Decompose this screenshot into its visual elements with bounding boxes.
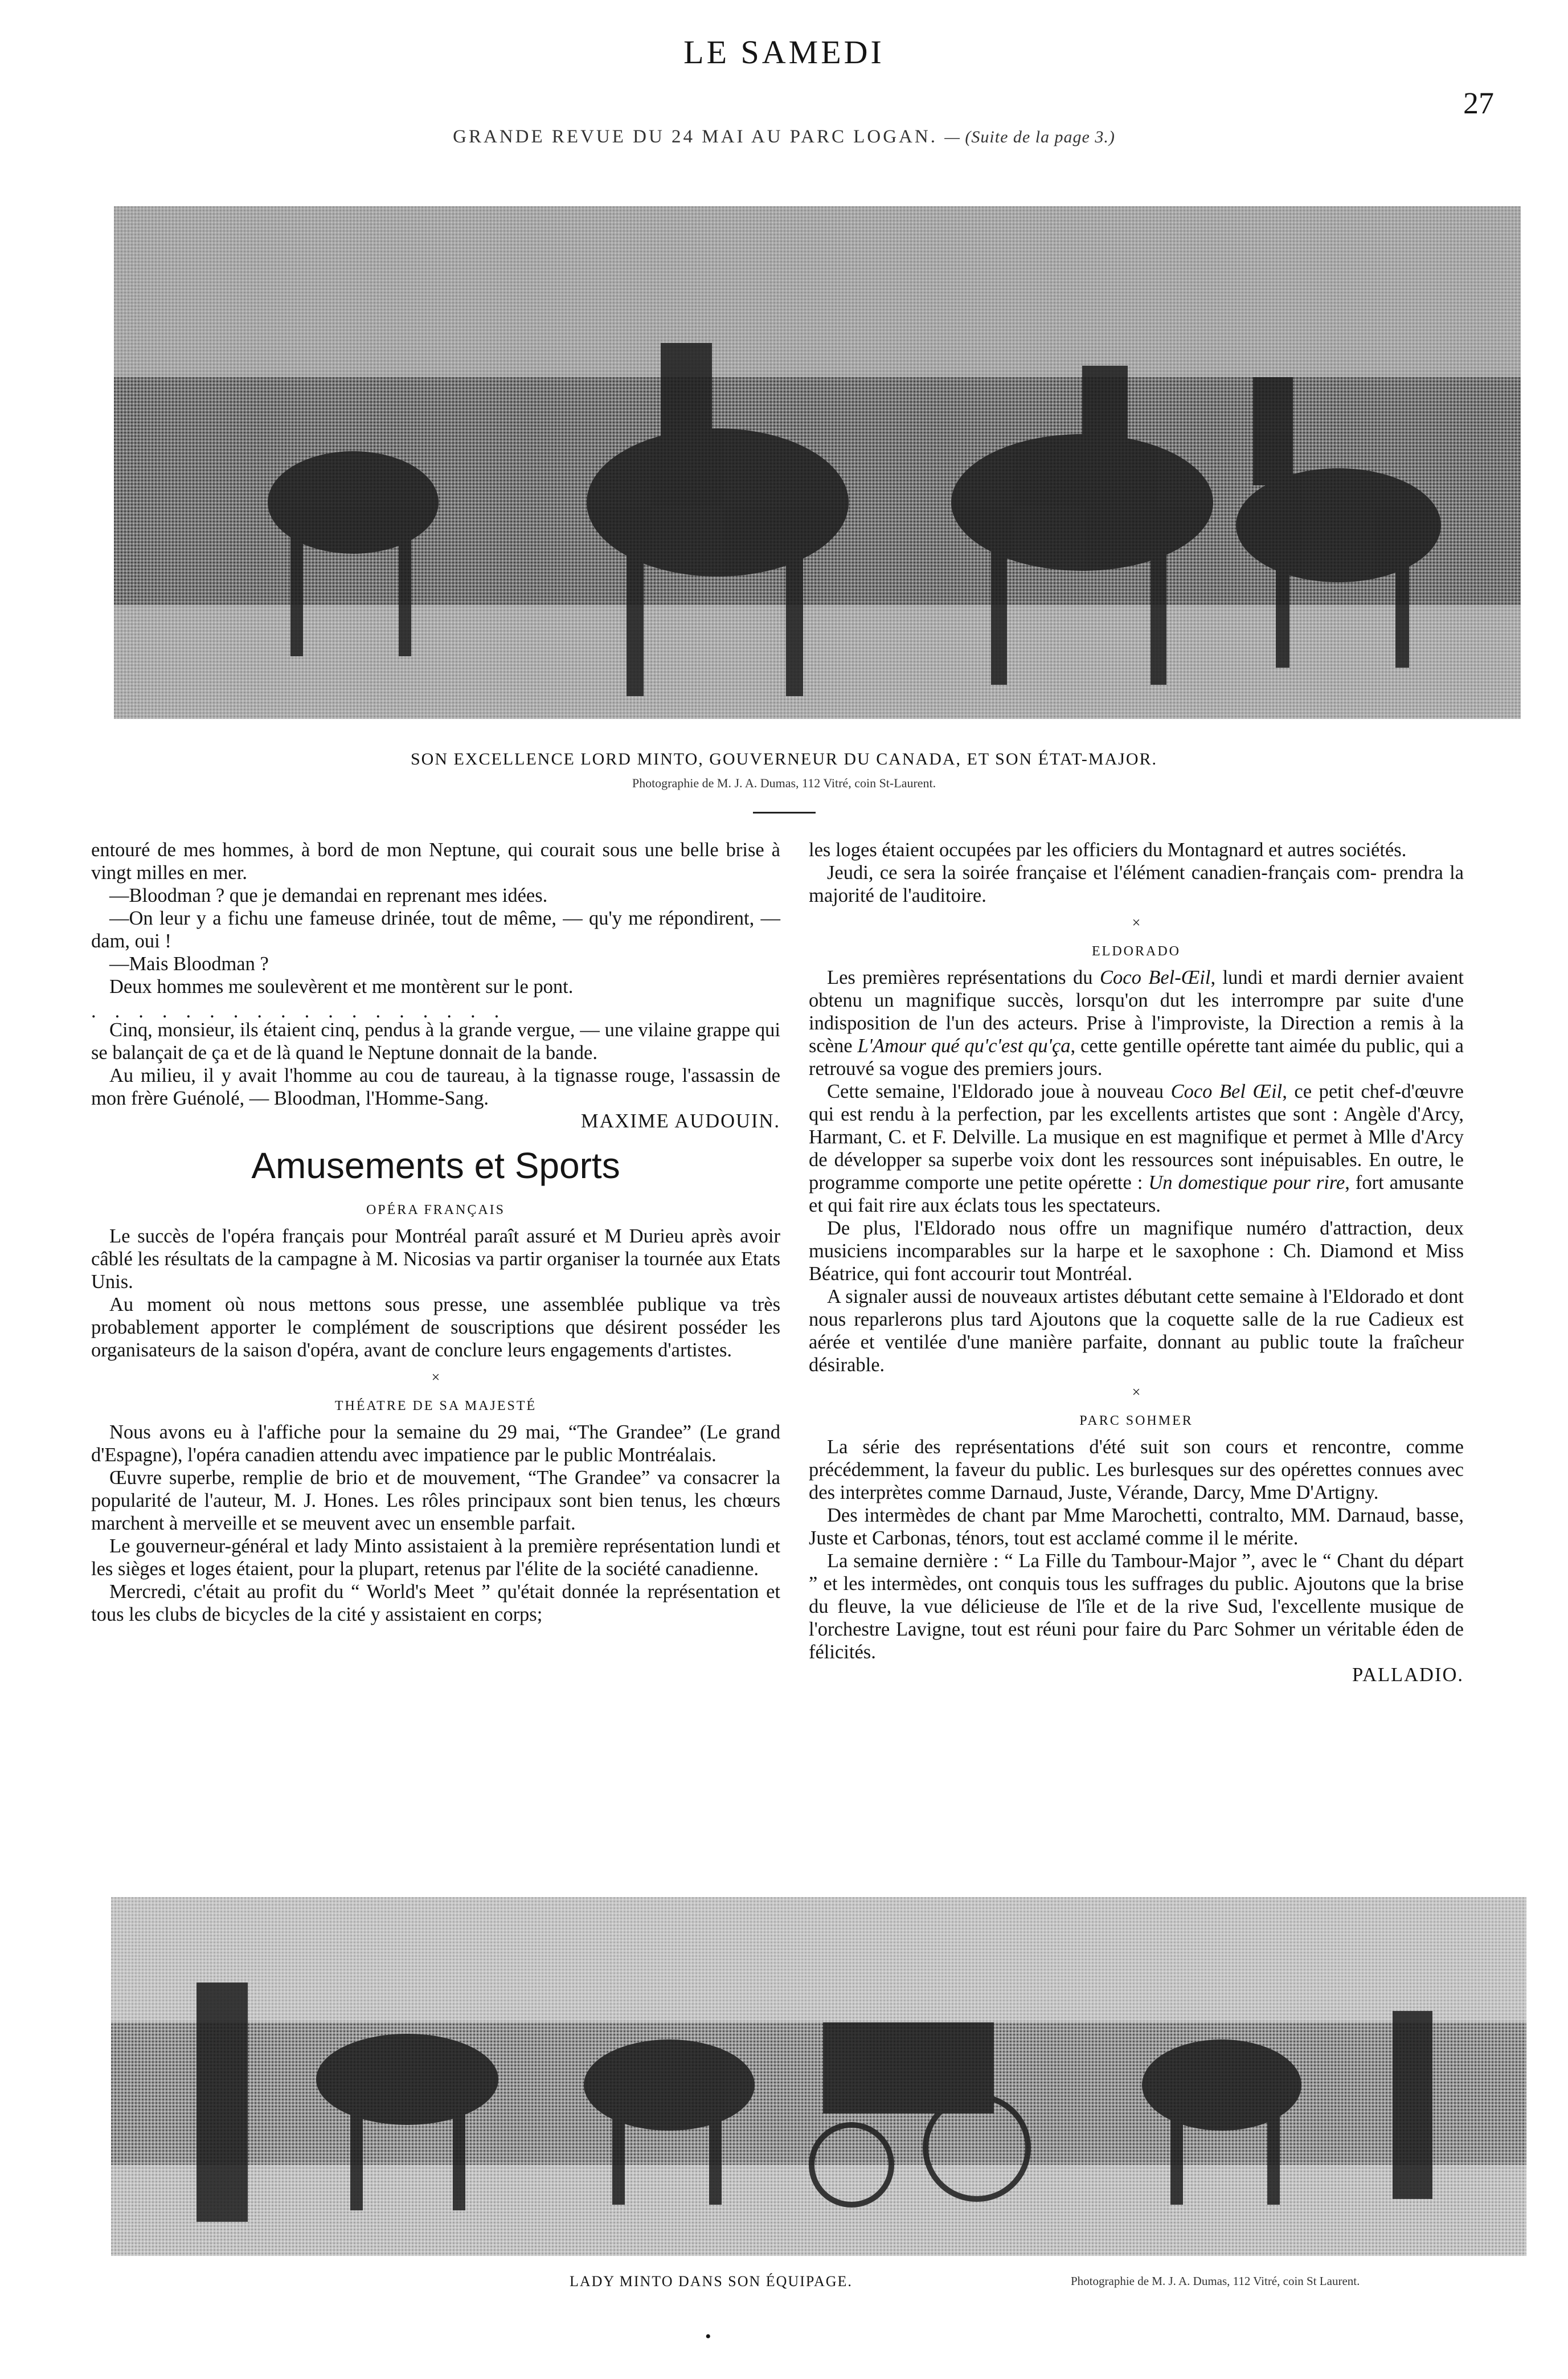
sohmer-paragraph: La série des représentations d'été suit son cours et rencontre, comme précédemment, la faveur du public. Les burlesques sur des opérettes connues avec des interprètes comme Darnaud, Juste, Vérande, Darcy, Mme D'Artigny. — [809, 1436, 1464, 1503]
sohmer-paragraph: La semaine dernière : “ La Fille du Tambour-Major ”, avec le “ Chant du départ ” et les intermèdes, ont conquis tous les suffrages du public. Ajoutons que la brise du fleuve, la vue délicieuse de l'île et de la rive Sud, l'excellente musique de l'orchestre Lavigne, tout est réuni pour faire du Parc Sohmer un véritable éden de félicités. — [809, 1550, 1464, 1663]
sohmer-paragraph: Des intermèdes de chant par Mme Marochetti, contralto, MM. Darnaud, basse, Juste et Carbonas, ténors, tout est acclamé comme il le mérite. — [809, 1505, 1464, 1549]
top-photo-caption: SON EXCELLENCE LORD MINTO, GOUVERNEUR DU CANADA, ET SON ÉTAT-MAJOR. — [410, 750, 1158, 769]
opera-paragraph: Le succès de l'opéra français pour Montréal paraît assuré et M Durieu après avoir câblé les résultats de la campagne à M. Nicosias va partir organiser la tournée aux Etats Unis. — [91, 1225, 780, 1293]
story-paragraph: —Bloodman ? que je demandai en reprenant mes idées. — [109, 885, 548, 906]
top-photo-credit: Photographie de M. J. A. Dumas, 112 Vitré, coin St-Laurent. — [632, 776, 936, 790]
photo-lord-minto-staff — [114, 206, 1521, 719]
sohmer-heading: PARC SOHMER — [1079, 1413, 1193, 1428]
text-run: , lundi et mardi dernier avaient obtenu un magnifique succès, lorsqu'on dut les interrompre par suite d'une indisposition de l'un des acteurs. Prise à l'improviste, la Direction a remis à la scène — [809, 967, 1464, 1057]
title-italic: Coco Bel Œil — [1170, 1081, 1283, 1102]
section-title: Amusements et Sports — [251, 1145, 620, 1186]
story-paragraph: Au milieu, il y avait l'homme au cou de taureau, à la tignasse rouge, l'assassin de mon frère Guénolé, — Bloodman, l'Homme-Sang. — [91, 1065, 780, 1109]
theatre-paragraph: Œuvre superbe, remplie de brio et de mouvement, “The Grandee” va consacrer la popularité de l'auteur, M. J. Hones. Les rôles principaux sont bien tenus, les chœurs marchent à merveille et se meuvent avec un ensemble parfait. — [91, 1467, 780, 1534]
bottom-photo-caption: LADY MINTO DANS SON ÉQUIPAGE. — [570, 2273, 853, 2290]
story-paragraph: —On leur y a fichu une fameuse drinée, tout de même, — qu'y me répondirent, — dam, oui ! — [91, 908, 780, 952]
text-run: Les premières représentations du — [827, 967, 1100, 988]
masthead: LE SAMEDI — [683, 34, 885, 71]
subtitle-text: GRANDE REVUE DU 24 MAI AU PARC LOGAN. — [453, 126, 937, 147]
text-run: , ce petit chef-d'œuvre qui est rendu à la perfection, par les excellents artistes que sont : Angèle d'Arcy, Harmant, C. et F. Delville. La musique en est magnifique et permet à Mlle d'Arcy de développer sa superbe voix dont les ressources sont inépuisables. En outre, le programme comporte une petite opérette : — [809, 1081, 1464, 1193]
page-number: 27 — [1463, 86, 1494, 120]
section-separator: × — [431, 1369, 440, 1385]
opera-paragraph: Au moment où nous mettons sous presse, une assemblée publique va très probablement apporter le complément de souscriptions que désirent posséder les organisateurs de la saison d'opéra, avant de conclure leurs engagements d'artistes. — [91, 1294, 780, 1361]
theatre-heading: THÉATRE DE SA MAJESTÉ — [334, 1399, 537, 1413]
theatre-paragraph: Nous avons eu à l'affiche pour la semaine du 29 mai, “The Grandee” (Le grand d'Espagne), l'opéra canadien attendu avec impatience par le public Montréalais. — [91, 1421, 780, 1466]
title-italic: L'Amour qué qu'c'est qu'ça — [857, 1035, 1071, 1057]
story-paragraph: —Mais Bloodman ? — [109, 953, 269, 975]
eldorado-paragraph: A signaler aussi de nouveaux artistes débutant cette semaine à l'Eldorado et dont nous reparlerons plus tard Ajoutons que la coquette salle de la rue Cadieux est aérée et ventilée d'une manière parfaite, donnant au public toute la fraîcheur désirable. — [809, 1286, 1464, 1376]
eldorado-paragraph: De plus, l'Eldorado nous offre un magnifique numéro d'attraction, deux musiciens incomparables sur la harpe et le saxophone : Ch. Diamond et Miss Béatrice, qui font accourir tout Montréal. — [809, 1217, 1464, 1285]
dots-separator: .................. — [91, 1000, 518, 1022]
text-run: Cette semaine, l'Eldorado joue à nouveau — [827, 1081, 1171, 1102]
footer-mark: • — [705, 2327, 711, 2346]
photo-lady-minto-carriage — [111, 1897, 1526, 2256]
left-column — [91, 839, 780, 1626]
eldorado-paragraph — [809, 1080, 1464, 1217]
story-paragraph: Deux hommes me soulevèrent et me montèrent sur le pont. — [109, 976, 574, 998]
section-separator: × — [1132, 914, 1141, 931]
text-run: , cette gentille opérette tant aimée du public, qui a retrouvé sa vogue des premiers jours. — [809, 1035, 1464, 1080]
opera-heading: OPÉRA FRANÇAIS — [366, 1203, 506, 1217]
subtitle-suffix: — (Suite de la page 3.) — [944, 128, 1115, 146]
theatre-paragraph: Mercredi, c'était au profit du “ World's Meet ” qu'était donnée la représentation et tous les clubs de bicycles de la cité y assistaient en corps; — [91, 1581, 780, 1625]
story-paragraph: Cinq, monsieur, ils étaient cinq, pendus à la grande vergue, — une vilaine grappe qui se balançait de ça et de là quand le Neptune donnait de la bande. — [91, 1019, 780, 1064]
eldorado-paragraph — [809, 966, 1464, 1080]
photo-lord-minto-staff-image — [114, 206, 1521, 719]
section-separator: × — [1132, 1384, 1141, 1400]
review-paragraph: les loges étaient occupées par les officiers du Montagnard et autres sociétés. — [809, 839, 1407, 861]
text-run: , fort amusante et qui fait rire aux éclats tous les spectateurs. — [809, 1172, 1464, 1216]
story-paragraph: entouré de mes hommes, à bord de mon Neptune, qui courait sous une belle brise à vingt milles en mer. — [91, 839, 780, 884]
title-italic: Un domestique pour rire — [1148, 1172, 1345, 1193]
bottom-photo-credit: Photographie de M. J. A. Dumas, 112 Vitré, coin St Laurent. — [1071, 2274, 1360, 2288]
review-paragraph: Jeudi, ce sera la soirée française et l'élément canadien-français com- prendra la majorité de l'auditoire. — [809, 862, 1464, 906]
center-divider — [753, 812, 816, 814]
photo-lady-minto-carriage-image — [111, 1897, 1526, 2256]
page-subtitle — [0, 126, 1568, 148]
author-signature: MAXIME AUDOUIN. — [580, 1110, 780, 1132]
author-signature: PALLADIO. — [1352, 1664, 1464, 1686]
title-italic: Coco Bel-Œil — [1100, 967, 1211, 988]
right-column — [809, 839, 1464, 1686]
eldorado-heading: ELDORADO — [1092, 944, 1181, 959]
theatre-paragraph: Le gouverneur-général et lady Minto assistaient à la première représentation lundi et les sièges et loges étaient, pour la plupart, retenus par l'élite de la société canadienne. — [91, 1535, 780, 1580]
